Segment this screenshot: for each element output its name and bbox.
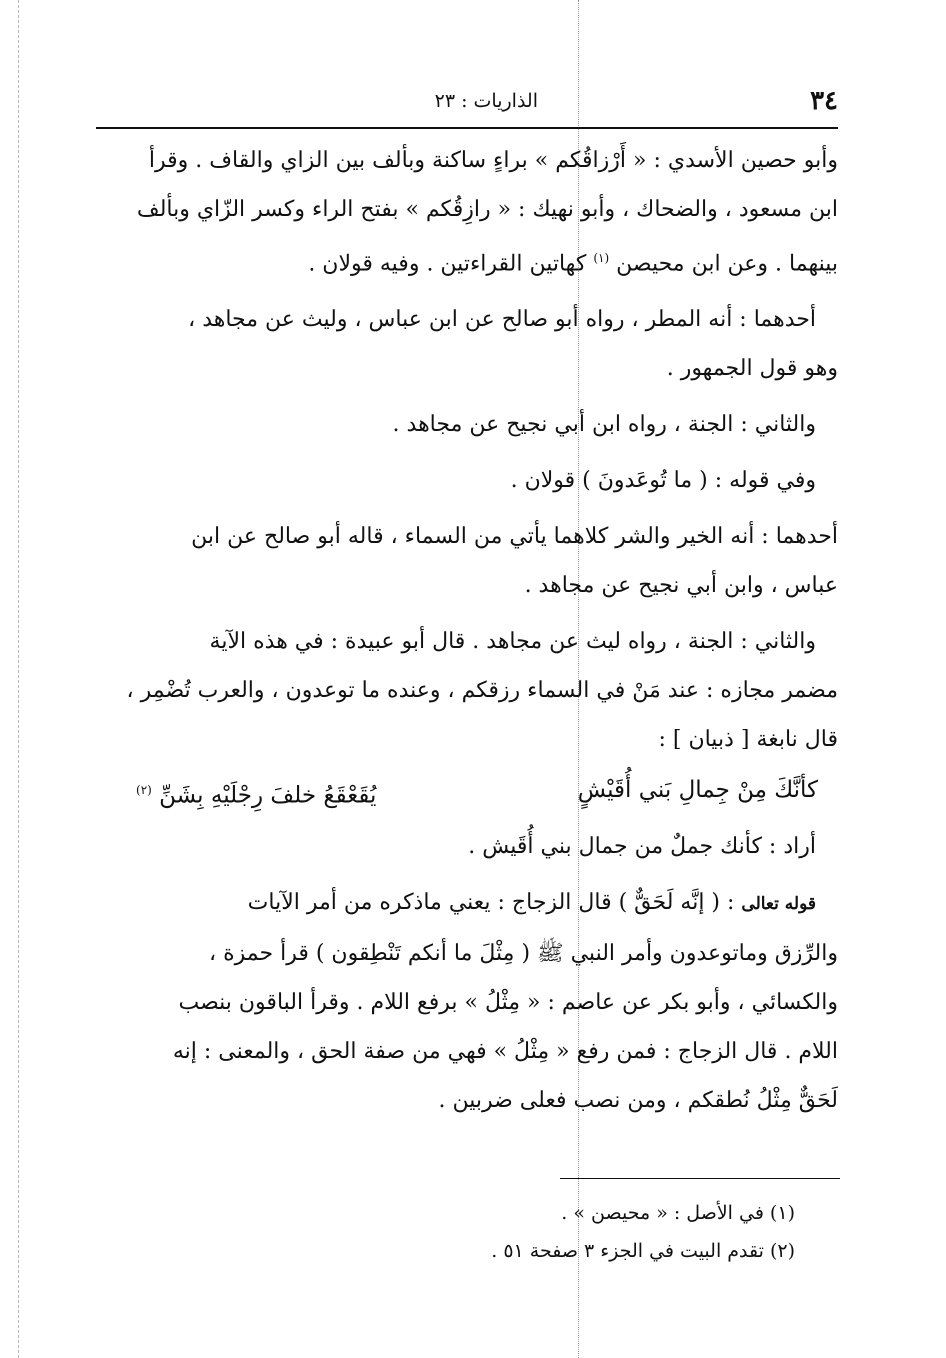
qawluhu-taala-heading: قوله تعالى: [741, 893, 816, 914]
text-line: [96, 234, 838, 288]
footnotes: [400, 1194, 795, 1270]
footnote-rule: [560, 1178, 840, 1179]
footnote-ref-2: (٢): [136, 783, 152, 798]
verse-hemistich-1: كأنَّكَ مِنْ جِمالِ بَني أُقَيْشٍ: [577, 777, 818, 804]
text-line: أراد : كأنك جملٌ من جمال بني أُقَيش .: [468, 833, 816, 859]
text-line: أحدهما : أنه الخير والشر كلاهما يأتي من السماء ، قاله أبو صالح عن ابن: [191, 524, 838, 550]
footnote-1: (١) في الأصل : « محيصن » .: [561, 1202, 795, 1224]
text-line: وفي قوله : ( ما تُوعَدونَ ) قولان .: [510, 468, 816, 494]
text-line: وأبو حصين الأسدي : « أَرْزاقُكم » براءٍ ساكنة وبألف بين الزاي والقاف . وقرأ: [148, 148, 838, 173]
footnote-2: (٢) تقدم البيت في الجزء ٣ صفحة ٥١ .: [491, 1240, 795, 1262]
text-line: وهو قول الجمهور .: [666, 356, 838, 382]
page-header: [96, 82, 838, 126]
header-rule: [96, 127, 838, 129]
running-head: الذاريات : ٢٣: [434, 90, 538, 112]
text-span: يُقَعْقَعُ خلفَ رِجْلَيْهِ بِشَنِّ: [159, 782, 377, 809]
verse-hemistich-2: [136, 764, 376, 822]
footnote-ref-1: (١): [593, 251, 610, 265]
text-line: ابن مسعود ، والضحاك ، وأبو نهيك : « رازِقُكم » بفتح الراء وكسر الزّاي وبألف: [136, 197, 838, 222]
text-line: والكسائي ، وأبو بكر عن عاصم : « مِثْلُ » برفع اللام . وقرأ الباقون بنصب: [178, 989, 838, 1015]
text-line: مضمر مجازه : عند مَنْ في السماء رزقكم ، وعنده ما توعدون ، والعرب تُضْمِر ،: [126, 678, 838, 704]
page-number: ٣٤: [810, 86, 838, 116]
text-line: والثاني : الجنة ، رواه ليث عن مجاهد . قال أبو عبيدة : في هذه الآية: [209, 629, 816, 655]
text-line: [96, 878, 838, 929]
text-line: اللام . قال الزجاج : فمن رفع « مِثْلُ » فهي من صفة الحق ، والمعنى : إنه: [172, 1038, 838, 1064]
poetry-verse: [96, 764, 838, 822]
scan-margin-line-left: [18, 0, 19, 1358]
text-line: قال نابغة [ ذبيان ] :: [658, 727, 838, 753]
text-span: : ( إنَّه لَحَقٌّ ) قال الزجاج : يعني ماذكره من أمر الآيات: [247, 889, 735, 915]
text-line: عباس ، وابن أبي نجيح عن مجاهد .: [524, 573, 838, 599]
text-line: والثاني : الجنة ، رواه ابن أبي نجيح عن مجاهد .: [392, 412, 816, 438]
text-line: لَحَقٌّ مِثْلُ نُطقكم ، ومن نصب فعلى ضربين .: [438, 1087, 838, 1113]
text-span: بينهما . وعن ابن محيصن: [616, 251, 838, 277]
main-text: [96, 136, 838, 1125]
text-span: كهاتين القراءتين . وفيه قولان .: [308, 251, 587, 277]
text-line: أحدهما : أنه المطر ، رواه أبو صالح عن ابن عباس ، وليث عن مجاهد ،: [188, 307, 816, 333]
text-line: والرِّزق وماتوعدون وأمر النبي ﷺ ( مِثْلَ ما أنكم تَنْطِقون ) قرأ حمزة ،: [209, 940, 838, 966]
